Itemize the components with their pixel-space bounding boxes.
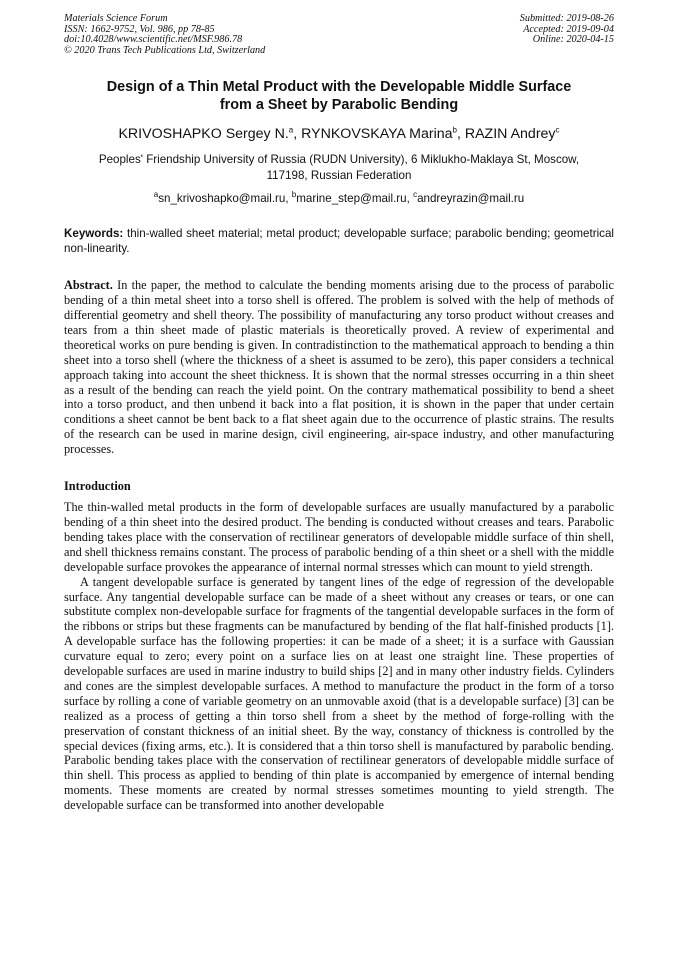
author-1: KRIVOSHAPKO Sergey N.: [118, 126, 289, 143]
affiliation-line-2: 117198, Russian Federation: [266, 169, 412, 183]
issn: ISSN: 1662-9752, Vol. 986, pp 78-85: [64, 23, 215, 35]
author-emails: [64, 191, 614, 206]
intro-paragraph-1: The thin-walled metal products in the form of developable surfaces are usually manufactured by a parabolic bending of a thin sheet into the desired product. The bending is conducted without creases and tears. Parabolic bending takes place with the conservation of rectilinear generators of developable middle surface of thin shell, and shell thickness remains constant. The process of parabolic bending of a thin sheet or a shell with the middle developable surface provokes the appearance of internal normal stresses which can mount to yield strength.: [64, 500, 614, 574]
online-date: Online: 2020-04-15: [532, 34, 614, 46]
author-list: [64, 126, 614, 143]
email-a[interactable]: sn_krivoshapko@mail.ru,: [158, 192, 292, 206]
email-c[interactable]: andreyrazin@mail.ru: [417, 192, 525, 206]
email-b[interactable]: marine_step@mail.ru,: [296, 192, 414, 206]
abstract-label: Abstract.: [64, 278, 113, 293]
keywords: [64, 227, 614, 256]
author-3-sup: c: [555, 125, 560, 135]
keywords-label: Keywords:: [64, 227, 124, 241]
email-b-sup: b: [291, 190, 297, 200]
abstract: [64, 278, 614, 457]
doi: doi:10.4028/www.scientific.net/MSF.986.78: [64, 34, 243, 46]
accepted-date: Accepted: 2019-09-04: [523, 23, 614, 35]
header-left: [64, 14, 265, 56]
paper-title: [64, 78, 614, 114]
author-separator-2: , RAZIN Andrey: [456, 126, 556, 143]
submitted-date: Submitted: 2019-08-26: [519, 13, 614, 24]
title-line-1: Design of a Thin Metal Product with the Developable Middle Surface: [106, 79, 572, 96]
journal-name: Materials Science Forum: [64, 13, 168, 24]
affiliation-line-1: Peoples' Friendship University of Russia (RUDN University), 6 Miklukho-Maklaya St, Moscow,: [98, 153, 580, 167]
header-right: [520, 14, 614, 56]
title-line-2: from a Sheet by Parabolic Bending: [219, 97, 459, 114]
author-2-sup: b: [452, 125, 457, 135]
author-separator-1: , RYNKOVSKAYA Marina: [293, 126, 453, 143]
abstract-text: In the paper, the method to calculate the bending moments arising due to the process of parabolic bending of a thin metal sheet into a torso shell is offered. The problem is solved with the help of methods of differential geometry and shell theory. The possibility of manufacturing any torso product without creases and tears from a thin sheet made of plastic materials is theoretically proved. A review of experimental and theoretical works on pure bending is given. In contradistinction to the mathematical approach to bending a thin sheet into a torso shell (where the thickness of a sheet is assumed to be zero), this paper considers a technical approach taking into account the sheet thickness. It is shown that the normal stresses occurring in a thin sheet as a result of the bending can reach the yield point. On the contrary mathematical possibility to bend a sheet into a torso product, and then unbend it back into a flat position, it is shown in the paper that under certain conditions a sheet cannot be bent back to a flat sheet again due to the occurrence of plastic strains. The results of the research can be used in marine design, civil engineering, air-space industry, and other manufacturing processes.: [64, 278, 614, 457]
email-c-sup: c: [413, 190, 418, 200]
affiliation: [64, 152, 614, 184]
section-heading-introduction: Introduction: [64, 479, 131, 494]
running-header: [64, 14, 614, 56]
copyright: © 2020 Trans Tech Publications Ltd, Switzerland: [64, 44, 266, 56]
email-a-sup: a: [153, 190, 159, 200]
intro-paragraph-2: A tangent developable surface is generated by tangent lines of the edge of regression of the developable surface. Any tangential developable surface can be made of a sheet without any creases or tears, or one can substitute complex non-developable surface for fragments of the tangential developable surfaces in the form of the ribbons or strips but these fragments can be manufactured by bending of the flat half-finished products [1]. A developable surface has the following properties: it can be made of a sheet; it is a surface with Gaussian curvature equal to zero; every point on a surface lies on at least one straight line. These properties of developable surfaces are used in marine industry to build ships [2] and in many other industry fields. Cylinders and cones are the simplest developable surfaces. A method to manufacture the product in the form of a torso surface by rolling a cone of variable geometry on an unmovable axoid (that is a developable surface) [3] can be realized as a process of getting a thin torso shell from a sheet by the method of forge-rolling with the preservation of constant thickness of an initial sheet. By the way, constancy of thickness is controlled by the special devices (fixing arms, etc.). It is considered that a thin torso shell is manufactured by parabolic bending. Parabolic bending takes place with the conservation of rectilinear generators of developable middle surface of thin shell. This process as applied to bending of thin plate is accompanied by emergence of internal bending moments. These moments are created by normal stresses sometimes mounting to yield strength. The developable surface can be transformed into another developable: [64, 574, 614, 813]
author-1-sup: a: [288, 125, 294, 135]
keywords-text: thin-walled sheet material; metal product; developable surface; parabolic bending; geometrical non-linearity.: [64, 227, 614, 255]
